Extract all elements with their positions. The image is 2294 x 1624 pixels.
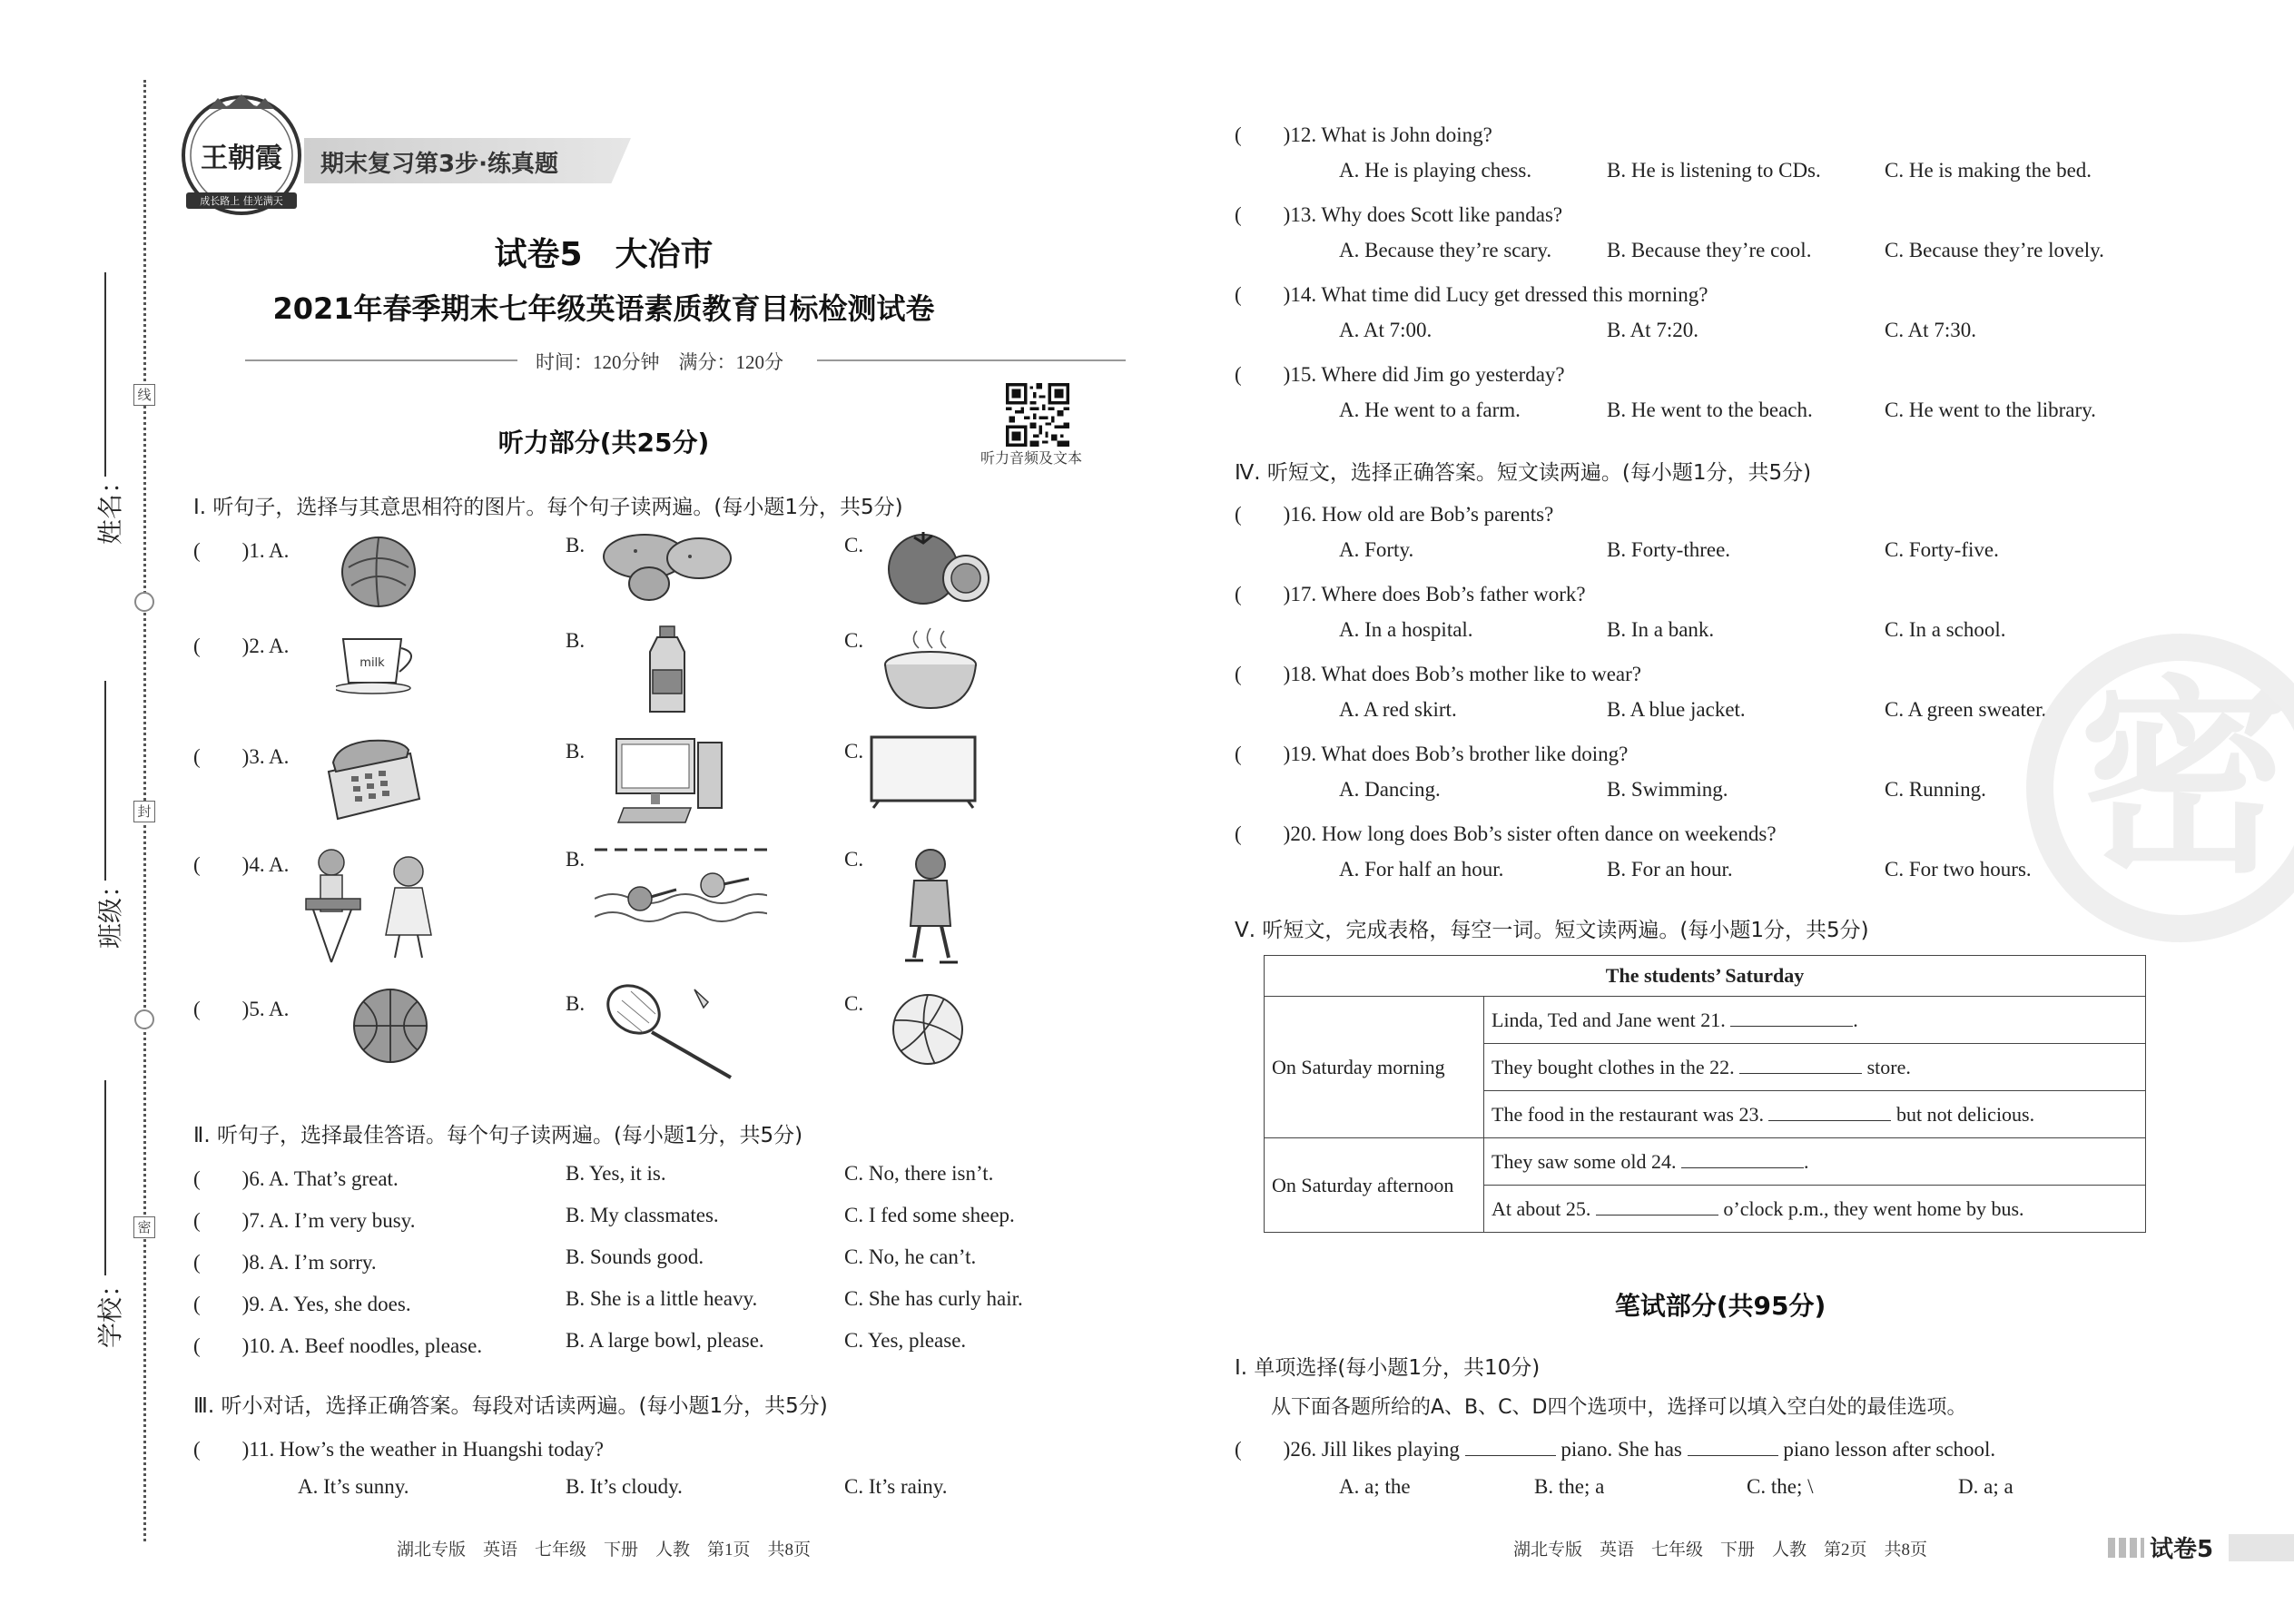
volleyball-icon[interactable] (890, 991, 966, 1068)
skating-icon[interactable] (894, 844, 967, 971)
written-title: 笔试部分(共95分) (1614, 1291, 1826, 1321)
q17-option-c[interactable]: C. In a school. (1885, 618, 2006, 641)
q9-option-c[interactable]: C. She has curly hair. (844, 1287, 1023, 1310)
q14-option-c[interactable]: C. At 7:30. (1885, 319, 1976, 341)
blank-25[interactable] (1596, 1198, 1718, 1216)
q11-option-a[interactable]: A. It’s sunny. (298, 1475, 409, 1498)
q6-option-b[interactable]: B. Yes, it is. (566, 1162, 666, 1185)
q12-option-a[interactable]: A. He is playing chess. (1339, 159, 1532, 182)
row25-post: o’clock p.m., they went home by bus. (1723, 1196, 2024, 1220)
q6-option-c[interactable]: C. No, there isn’t. (844, 1162, 994, 1185)
q13-question[interactable]: ( )13. Why does Scott like pandas? (1235, 203, 1563, 226)
q14-question[interactable]: ( )14. What time did Lucy get dressed this morning? (1235, 283, 1708, 306)
q10-label[interactable]: ( )10. A. Beef noodles, please. (193, 1334, 483, 1357)
q17-option-b[interactable]: B. In a bank. (1607, 618, 1715, 641)
school-label: 学校： (95, 1271, 125, 1348)
q16-option-a[interactable]: A. Forty. (1339, 538, 1414, 561)
q16-option-c[interactable]: C. Forty-five. (1885, 538, 1999, 561)
written1-sub: 从下面各题所给的A、B、C、D四个选项中，选择可以填入空白处的最佳选项。 (1271, 1396, 1967, 1419)
q15-option-c[interactable]: C. He went to the library. (1885, 399, 2096, 421)
table-row-25 (1484, 1186, 2146, 1233)
q13-option-b[interactable]: B. Because they’re cool. (1607, 239, 1812, 261)
saturday-table (1264, 955, 2146, 1233)
afternoon-label: On Saturday afternoon (1265, 1138, 1484, 1233)
q1-option-b[interactable]: B. (566, 534, 586, 556)
potato-icon[interactable] (599, 531, 735, 604)
q4-option-c[interactable]: C. (844, 848, 864, 871)
row24-text: They saw some old 24. (1492, 1149, 1677, 1173)
q1-option-c[interactable]: C. (844, 534, 864, 556)
morning-label: On Saturday morning (1265, 997, 1484, 1138)
q7-option-c[interactable]: C. I fed some sheep. (844, 1204, 1015, 1226)
q1-label[interactable]: ( )1. A. (193, 539, 290, 562)
milk-cup-icon[interactable] (336, 626, 427, 695)
q13-option-a[interactable]: A. Because they’re scary. (1339, 239, 1552, 261)
q13-option-c[interactable]: C. Because they’re lovely. (1885, 239, 2104, 261)
table-title: The students’ Saturday (1265, 956, 2146, 997)
part4-instruction: Ⅳ. 听短文，选择正确答案。短文读两遍。(每小题1分，共5分) (1235, 461, 1812, 485)
rice-bowl-icon[interactable] (881, 626, 980, 713)
row23-text: The food in the restaurant was 23. (1492, 1102, 1764, 1126)
logo-text: 王朝霞 (201, 143, 282, 174)
q8-label[interactable]: ( )8. A. I’m sorry. (193, 1251, 377, 1274)
q8-option-c[interactable]: C. No, he can’t. (844, 1245, 977, 1268)
blank-24[interactable] (1681, 1151, 1804, 1168)
row25-text: At about 25. (1492, 1196, 1591, 1220)
juice-bottle-icon[interactable] (645, 625, 690, 715)
swimming-icon[interactable] (595, 844, 767, 949)
q5-option-b[interactable]: B. (566, 992, 586, 1015)
telephone-icon[interactable] (320, 735, 428, 826)
q26-option-b[interactable]: B. the; a (1534, 1475, 1605, 1498)
q18-option-a[interactable]: A. A red skirt. (1339, 698, 1457, 721)
binding-hole (134, 1009, 154, 1029)
q2-option-b[interactable]: B. (566, 629, 586, 652)
exam-title: 2021年春季期末七年级英语素质教育目标检测试卷 (272, 291, 935, 326)
q6-label[interactable]: ( )6. A. That’s great. (193, 1167, 399, 1190)
q10-option-b[interactable]: B. A large bowl, please. (566, 1329, 764, 1352)
q11-option-c[interactable]: C. It’s rainy. (844, 1475, 948, 1498)
q20-question[interactable]: ( )20. How long does Bob’s sister often dance on weekends? (1235, 822, 1777, 845)
tv-icon[interactable] (870, 735, 979, 810)
title-rule-left (245, 359, 517, 361)
footer-tab: 试卷5 (2150, 1536, 2214, 1563)
footer-right: 湖北专版 英语 七年级 下册 人教 第2页 共8页 (1512, 1540, 1927, 1560)
q4-option-b[interactable]: B. (566, 848, 586, 871)
q17-option-a[interactable]: A. In a hospital. (1339, 618, 1473, 641)
footer-tab-stripes (2108, 1538, 2144, 1558)
table-row-23 (1484, 1091, 2146, 1138)
q7-label[interactable]: ( )7. A. I’m very busy. (193, 1209, 416, 1232)
footer-left: 湖北专版 英语 七年级 下册 人教 第1页 共8页 (396, 1540, 811, 1560)
milk-cup-text: milk (359, 656, 385, 670)
q8-option-b[interactable]: B. Sounds good. (566, 1245, 704, 1268)
q3-label[interactable]: ( )3. A. (193, 745, 290, 768)
written1-instruction: Ⅰ. 单项选择(每小题1分，共10分) (1235, 1356, 1541, 1380)
footer-tab-bar (2229, 1534, 2294, 1561)
q12-option-b[interactable]: B. He is listening to CDs. (1607, 159, 1821, 182)
q19-question[interactable]: ( )19. What does Bob’s brother like doing? (1235, 743, 1629, 765)
row22-post: store. (1866, 1055, 1911, 1078)
table-row-21 (1484, 997, 2146, 1044)
q11-option-b[interactable]: B. It’s cloudy. (566, 1475, 683, 1498)
seal-char-line: 线 (133, 384, 155, 406)
q14-option-a[interactable]: A. At 7:00. (1339, 319, 1433, 341)
part2-instruction: Ⅱ. 听句子，选择最佳答语。每个句子读两遍。(每小题1分，共5分) (193, 1124, 803, 1147)
q15-option-a[interactable]: A. He went to a farm. (1339, 399, 1521, 421)
listening-title: 听力部分(共25分) (497, 428, 710, 458)
badminton-icon[interactable] (599, 982, 744, 1082)
part3-instruction: Ⅲ. 听小对话，选择正确答案。每段对话读两遍。(每小题1分，共5分) (193, 1394, 828, 1418)
q15-question[interactable]: ( )15. Where did Jim go yesterday? (1235, 363, 1565, 386)
banner-text: 期末复习第3步·练真题 (320, 151, 558, 178)
qr-caption: 听力音频及文本 (980, 449, 1083, 467)
blank-23[interactable] (1768, 1104, 1891, 1121)
q19-option-b[interactable]: B. Swimming. (1607, 778, 1728, 801)
school-underline[interactable] (104, 1080, 106, 1275)
q18-option-c[interactable]: C. A green sweater. (1885, 698, 2047, 721)
basketball-icon[interactable] (350, 985, 431, 1067)
seal-char-secret: 密 (133, 1216, 155, 1238)
row22-text: They bought clothes in the 22. (1492, 1055, 1735, 1078)
q20-option-a[interactable]: A. For half an hour. (1339, 858, 1504, 881)
q18-option-b[interactable]: B. A blue jacket. (1607, 698, 1746, 721)
q5-label[interactable]: ( )5. A. (193, 998, 290, 1020)
title-rule-right (817, 359, 1126, 361)
q2-label[interactable]: ( )2. A. (193, 635, 290, 657)
class-underline[interactable] (104, 681, 106, 881)
q4-label[interactable]: ( )4. A. (193, 853, 290, 876)
class-label: 班级： (95, 871, 125, 949)
blank-22[interactable] (1739, 1057, 1862, 1074)
row21-post: . (1853, 1008, 1858, 1031)
logo-motto: 成长路上 佳光满天 (200, 195, 283, 207)
q20-option-c[interactable]: C. For two hours. (1885, 858, 2032, 881)
q18-question[interactable]: ( )18. What does Bob’s mother like to wear? (1235, 663, 1641, 685)
watermark-char: 密 (2079, 659, 2289, 901)
q9-label[interactable]: ( )9. A. Yes, she does. (193, 1293, 411, 1315)
q26-option-a[interactable]: A. a; the (1339, 1475, 1411, 1498)
q15-option-b[interactable]: B. He went to the beach. (1607, 399, 1813, 421)
q16-question[interactable]: ( )16. How old are Bob’s parents? (1235, 503, 1554, 526)
q9-option-b[interactable]: B. She is a little heavy. (566, 1287, 758, 1310)
playing-piano-icon[interactable] (304, 844, 449, 967)
q17-question[interactable]: ( )17. Where does Bob’s father work? (1235, 583, 1586, 605)
paper-title: 试卷5 大冶市 (494, 236, 714, 273)
row21-text: Linda, Ted and Jane went 21. (1492, 1008, 1726, 1031)
q11-question[interactable]: ( )11. How’s the weather in Huangshi today? (193, 1438, 605, 1461)
blank-21[interactable] (1730, 1009, 1853, 1027)
q26-blank-1[interactable] (1465, 1439, 1556, 1456)
q19-option-a[interactable]: A. Dancing. (1339, 778, 1441, 801)
brand-logo (177, 91, 306, 220)
tomato-icon[interactable] (882, 528, 996, 605)
q26-post: piano lesson after school. (1783, 1438, 1996, 1461)
row24-post: . (1803, 1149, 1809, 1173)
q26-mid: piano. She has (1561, 1438, 1682, 1461)
q16-option-b[interactable]: B. Forty-three. (1607, 538, 1731, 561)
computer-icon[interactable] (613, 735, 726, 826)
q26-blank-2[interactable] (1688, 1439, 1778, 1456)
q5-option-c[interactable]: C. (844, 992, 864, 1015)
q7-option-b[interactable]: B. My classmates. (566, 1204, 719, 1226)
q3-option-b[interactable]: B. (566, 740, 586, 763)
time-info: 时间：120分钟 满分：120分 (536, 351, 783, 373)
q12-question[interactable]: ( )12. What is John doing? (1235, 123, 1492, 146)
name-label: 姓名： (95, 468, 125, 545)
q19-option-c[interactable]: C. Running. (1885, 778, 1986, 801)
q26-question (1235, 1432, 1995, 1462)
q26-pre: ( )26. Jill likes playing (1235, 1438, 1460, 1461)
table-row-24 (1484, 1138, 2146, 1186)
q2-option-c[interactable]: C. (844, 629, 864, 652)
row23-post: but not delicious. (1895, 1102, 2035, 1126)
q3-option-c[interactable]: C. (844, 740, 864, 763)
q12-option-c[interactable]: C. He is making the bed. (1885, 159, 2092, 182)
q20-option-b[interactable]: B. For an hour. (1607, 858, 1733, 881)
part1-instruction: Ⅰ. 听句子，选择与其意思相符的图片。每个句子读两遍。(每小题1分，共5分) (193, 496, 903, 519)
part5-instruction: Ⅴ. 听短文，完成表格，每空一词。短文读两遍。(每小题1分，共5分) (1235, 919, 1869, 942)
q26-option-d[interactable]: D. a; a (1958, 1475, 2013, 1498)
binding-hole (134, 592, 154, 612)
cabbage-icon[interactable] (338, 531, 419, 609)
seal-char-seal: 封 (133, 801, 155, 822)
q10-option-c[interactable]: C. Yes, please. (844, 1329, 967, 1352)
q26-option-c[interactable]: C. the; \ (1747, 1475, 1814, 1498)
q14-option-b[interactable]: B. At 7:20. (1607, 319, 1698, 341)
table-row-22 (1484, 1044, 2146, 1091)
